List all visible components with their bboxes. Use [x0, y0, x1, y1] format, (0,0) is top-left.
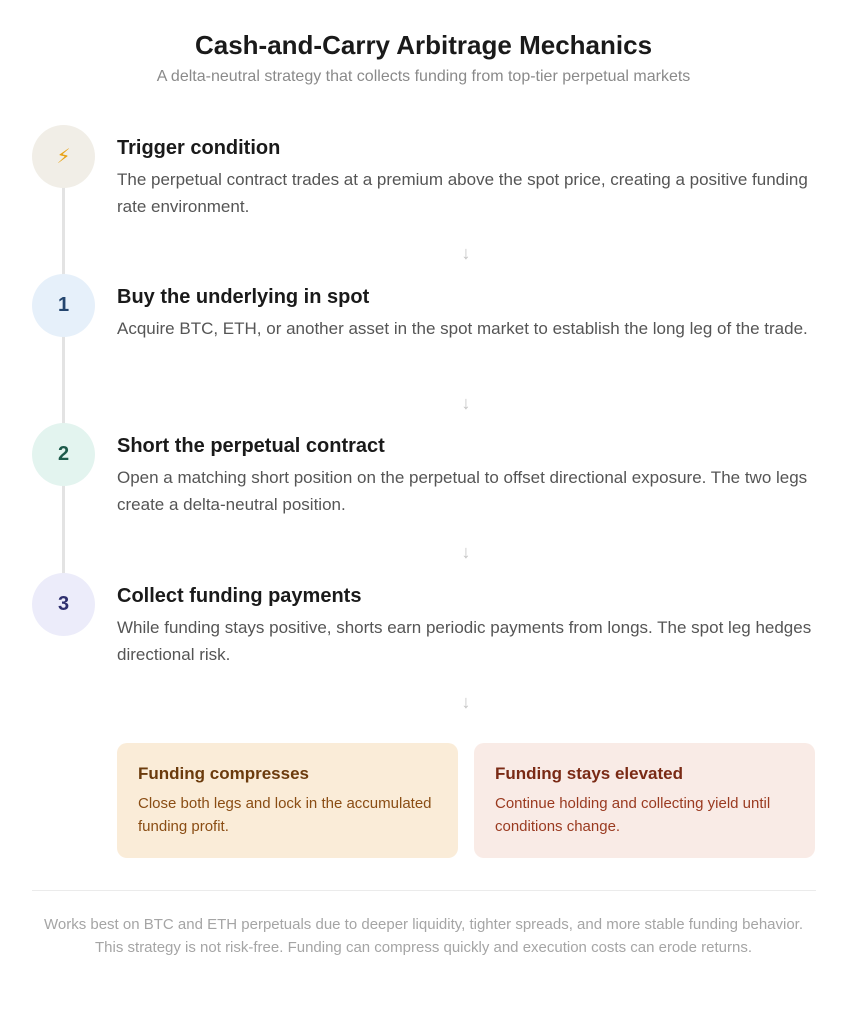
step-title: Short the perpetual contract — [117, 435, 385, 457]
footer-divider — [32, 890, 816, 891]
step-description: Open a matching short position on the perpetual to offset directional exposure. The two legs create a delta-neutral position. — [117, 468, 808, 514]
footer-note: Works best on BTC and ETH perpetuals due to deeper liquidity, tighter spreads, and more stable funding behavior. This strategy is not risk-free. Funding can compress quickly and execution costs can erode returns. — [43, 916, 804, 956]
step-number: 2 — [57, 443, 70, 465]
step-number-badge — [32, 423, 95, 486]
down-arrow-icon: ↓ — [461, 243, 471, 263]
step-description: While funding stays positive, shorts earn periodic payments from longs. The spot leg hedges directional risk. — [117, 618, 812, 664]
step-description: The perpetual contract trades at a premium above the spot price, creating a positive funding rate environment. — [117, 170, 808, 216]
outcome-description: Continue holding and collecting yield until conditions change. — [495, 795, 771, 835]
down-arrow-icon: ↓ — [461, 393, 471, 413]
step-title: Collect funding payments — [117, 585, 362, 607]
page-subtitle: A delta-neutral strategy that collects funding from top-tier perpetual markets — [156, 68, 691, 85]
step-description: Acquire BTC, ETH, or another asset in the spot market to establish the long leg of the trade. — [117, 319, 808, 338]
down-arrow-icon: ↓ — [461, 542, 471, 562]
outcome-title: Funding stays elevated — [495, 764, 683, 783]
step-title: Trigger condition — [117, 137, 281, 159]
step-title: Buy the underlying in spot — [117, 286, 370, 308]
lightning-bolt-icon: ⚡ — [56, 146, 71, 168]
step-number-badge — [32, 573, 95, 636]
step-number-badge — [32, 274, 95, 337]
down-arrow-icon: ↓ — [461, 692, 471, 712]
timeline-connector — [62, 160, 65, 600]
outcome-card-elevated — [474, 743, 815, 858]
step-number: 3 — [57, 593, 70, 615]
page-title: Cash-and-Carry Arbitrage Mechanics — [194, 30, 653, 60]
outcome-title: Funding compresses — [138, 764, 309, 783]
outcome-card-compresses — [117, 743, 458, 858]
step-marker-circle — [32, 125, 95, 188]
outcome-description: Close both legs and lock in the accumulated funding profit. — [138, 795, 432, 835]
step-number: 1 — [57, 294, 70, 316]
